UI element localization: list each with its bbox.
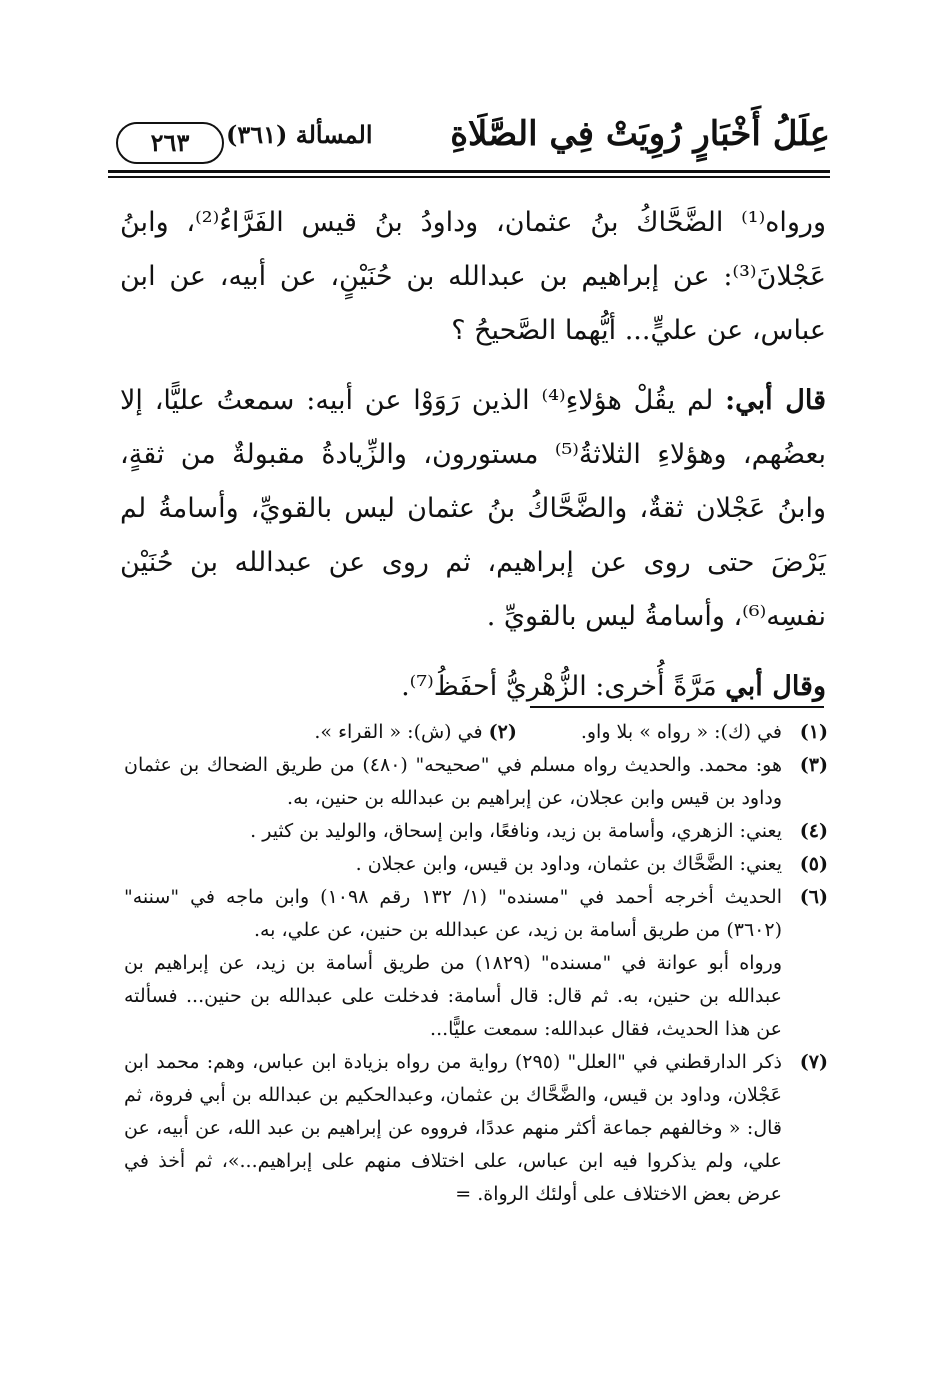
issue-label: المسألة (٣٦١) — [226, 120, 373, 149]
page-number: ٢٦٣ — [116, 122, 224, 164]
book-title: عِلَلُ أَخْبَارٍ رُوِيَتْ فِي الصَّلَاةِ — [450, 114, 830, 154]
footnote-6-text — [124, 881, 782, 1046]
footnote-2-text: في (ش): « القراء ». — [314, 721, 483, 743]
footnote-1-2-text — [124, 716, 782, 749]
footnote-7-text: ذكر الدارقطني في "العلل" (٢٩٥) رواية من رواه بزيادة ابن عباس، وهم: محمد ابن عَجْلان، وداود بن قيس، والضَّحَّاك بن عثمان، وعبدالحكيم بن عبدالله بن أبي فروة، ثم قال: « وخالفهم جماعة أكثر منهم عددًا، فرووه عن إبراهيم بن عبد الله، عن أبيه، عن علي، ولم يذكروا فيه ابن عباس، على اختلاف منهم على إبراهيم...»، ثم أخذ في عرض بعض الاختلاف على أولئك الرواة. = — [124, 1051, 782, 1205]
footnote-6-number: (٦) — [799, 886, 828, 908]
header-rule-thin — [108, 176, 830, 178]
paragraph-1: ورواه⁽¹⁾ الضَّحَّاكُ بنُ عثمان، وداودُ بنُ قيس الفَرَّاءُ⁽²⁾، وابنُ عَجْلانَ⁽³⁾: عن إبراهيم بن عبدالله بن حُنَيْنٍ، عن أبيه، عن ابن عباس، عن عليٍّ... أيُّهما الصَّحيحُ ؟ — [120, 207, 826, 346]
footnote-1-number: (١) — [799, 721, 828, 743]
header-rule-thick — [108, 170, 830, 173]
footnote-4 — [124, 815, 828, 848]
footnote-6-text-a: الحديث أخرجه أحمد في "مسنده" (١/ ١٣٢ رقم ١٠٩٨) وابن ماجه في "سننه" (٣٦٠٢) من طريق أسامة بن زيد، عن عبدالله بن حنين، عن علي، به. — [124, 886, 782, 941]
footnote-2 — [314, 716, 516, 749]
footnote-5 — [124, 848, 828, 881]
page-header — [108, 112, 830, 168]
paragraph-2-body: لم يقُلْ هؤلاءِ⁽⁴⁾ الذين رَوَوْا عن أبيه: سمعتُ عليًّا، إلا بعضُهم، وهؤلاءِ الثلاثةُ⁽⁵⁾ مستورون، والزِّيادةُ مقبولةٌ من ثقةٍ، وابنُ عَجْلان ثقةٌ، والضَّحَّاكُ بنُ عثمان ليس بالقويِّ، وأسامةُ لم يَرْضَ حتى روى عن إبراهيم، ثم روى عن عبدالله بن حُنَيْن نفسِه⁽⁶⁾، وأسامةُ ليس بالقويِّ . — [120, 385, 826, 632]
paragraph-3-body: مَرَّةً أُخرى: الزُّهْريُّ أحفَظُ⁽⁷⁾. — [401, 671, 726, 702]
footnote-7 — [124, 1046, 828, 1211]
footnote-6-text-b: ورواه أبو عوانة في "مسنده" (١٨٢٩) من طريق أسامة بن زيد، عن إبراهيم بن عبدالله بن حنين، به. ثم قال: قال أسامة: فدخلت على عبدالله بن حنين... فسألته عن هذا الحديث، فقال عبدالله: سمعت عليًّا... — [124, 952, 783, 1040]
footnote-6 — [124, 881, 828, 1046]
footnote-5-text: يعني: الضَّحَّاك بن عثمان، وداود بن قيس، وابن عجلان . — [355, 853, 782, 875]
footnote-5-number: (٥) — [799, 853, 828, 875]
footnote-1-2 — [124, 716, 828, 749]
paragraph-2-lead: قال أبي: — [725, 385, 826, 416]
footnote-separator — [530, 706, 824, 708]
footnote-2-number: (٢) — [488, 721, 517, 743]
main-text — [120, 196, 826, 730]
paragraph-2 — [120, 374, 826, 644]
footnote-3 — [124, 749, 828, 815]
footnote-1-text: في (ك): « رواه » بلا واو. — [580, 721, 782, 743]
footnote-3-number: (٣) — [799, 754, 828, 776]
footnotes — [124, 716, 828, 1211]
paragraph-3-lead: وقال أبي — [725, 671, 826, 702]
footnote-4-text: يعني: الزهري، وأسامة بن زيد، ونافعًا، وابن إسحاق، والوليد بن كثير . — [250, 820, 782, 842]
footnote-3-text: هو: محمد. والحديث رواه مسلم في "صحيحه" (٤٨٠) من طريق الضحاك بن عثمان وداود بن قيس وابن عجلان، عن إبراهيم بن عبدالله بن حنين، به. — [124, 754, 782, 809]
footnote-7-number: (٧) — [799, 1051, 828, 1073]
footnote-4-number: (٤) — [799, 820, 828, 842]
